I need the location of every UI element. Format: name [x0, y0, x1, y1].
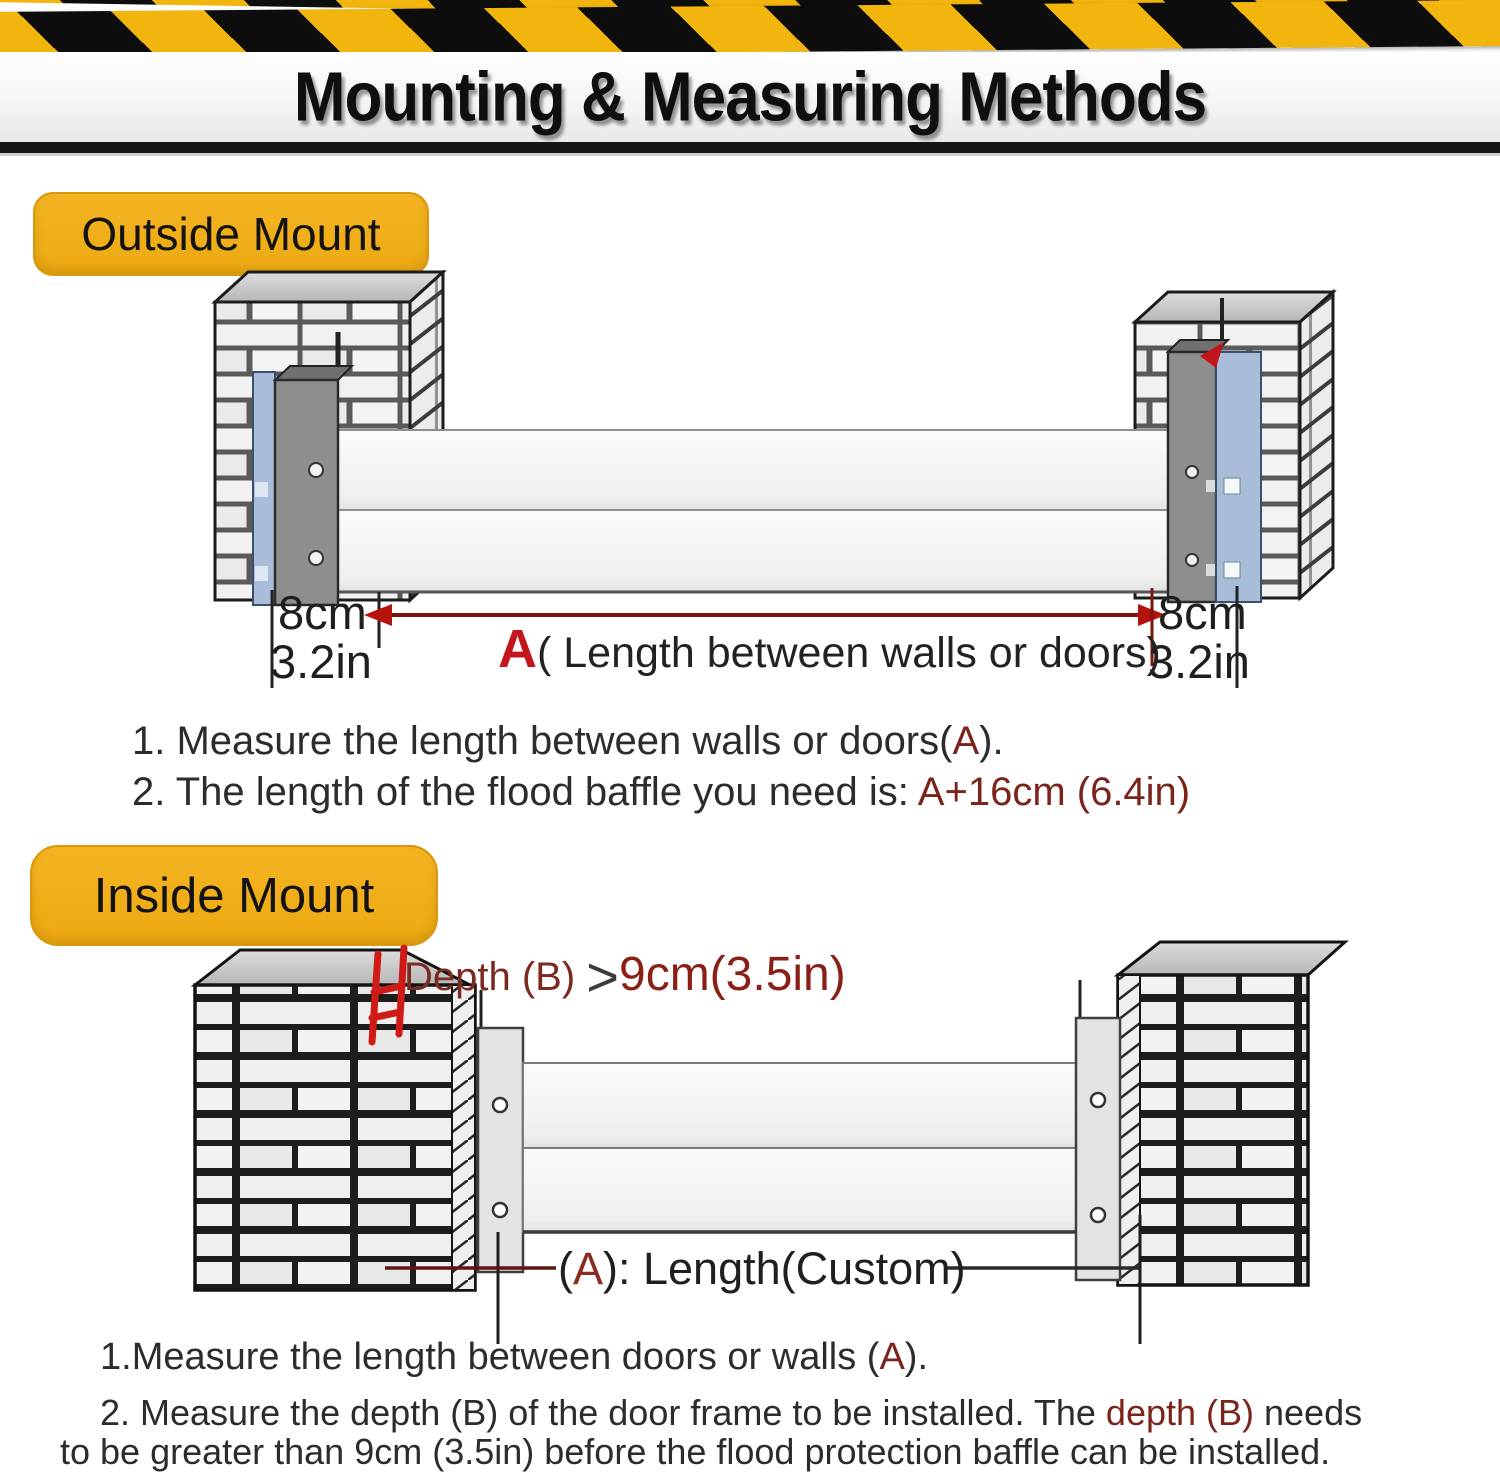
- step-text: ).: [979, 719, 1004, 763]
- mounting-channel-right: [1168, 340, 1261, 602]
- step-highlight: A+16cm (6.4in): [917, 770, 1191, 814]
- banner-divider: [0, 142, 1500, 156]
- outside-mount-label: [33, 192, 429, 276]
- inside-step-1: [100, 1336, 928, 1379]
- flood-barrier-boards: [338, 430, 1170, 592]
- inside-mount-label: [30, 845, 438, 946]
- length-annotation-text: ( Length between walls or doors): [537, 629, 1161, 677]
- depth-value: 9cm(3.5in): [619, 948, 846, 1001]
- inside-step-2-line2: to be greater than 9cm (3.5in) before the flood protection baffle can be installed.: [60, 1431, 1331, 1472]
- step-highlight: depth (B): [1105, 1392, 1254, 1433]
- length-a-symbol: A: [573, 1243, 604, 1294]
- title-banner: [0, 52, 1500, 142]
- mounting-channel-left: [478, 990, 523, 1272]
- length-a-symbol: A: [498, 619, 537, 679]
- greater-than-symbol: >: [586, 945, 619, 1008]
- mounting-channel-right: [1076, 1018, 1120, 1280]
- caution-tape: [0, 0, 1500, 58]
- length-annotation-text: ): Length(Custom): [603, 1243, 966, 1294]
- inside-step-2: [100, 1392, 1362, 1434]
- outside-mount-instructions: [132, 716, 1190, 818]
- depth-label: Depth (B): [404, 955, 587, 999]
- flood-barrier-boards: [523, 1063, 1082, 1232]
- depth-annotation: [404, 944, 846, 1009]
- left-offset-cm: 8cm: [278, 586, 367, 639]
- outside-step-1: [132, 716, 1190, 767]
- step-text: 2. The length of the flood baffle you need is:: [132, 770, 918, 814]
- custom-length-annotation: [558, 1243, 966, 1295]
- inside-mount-label-text: Inside Mount: [93, 868, 375, 923]
- step-text: 2. Measure the depth (B) of the door frame to be installed. The: [100, 1392, 1106, 1433]
- step-text: ).: [904, 1336, 929, 1378]
- right-offset-cm: 8cm: [1158, 586, 1247, 639]
- step-highlight: A: [952, 719, 980, 763]
- step-highlight: A: [879, 1336, 905, 1378]
- step-text: 1.Measure the length between doors or walls (: [100, 1336, 880, 1378]
- right-offset-in: 3.2in: [1148, 635, 1250, 688]
- outside-step-2: [132, 767, 1190, 818]
- step-text: 1. Measure the length between walls or doors(: [132, 719, 953, 763]
- step-text: needs: [1254, 1392, 1363, 1433]
- paren: (: [558, 1243, 573, 1294]
- left-offset-in: 3.2in: [270, 635, 372, 688]
- length-annotation: [498, 618, 1161, 680]
- mounting-channel-left: [253, 366, 352, 605]
- page-title: Mounting & Measuring Methods: [293, 58, 1207, 136]
- outside-mount-label-text: Outside Mount: [81, 208, 381, 260]
